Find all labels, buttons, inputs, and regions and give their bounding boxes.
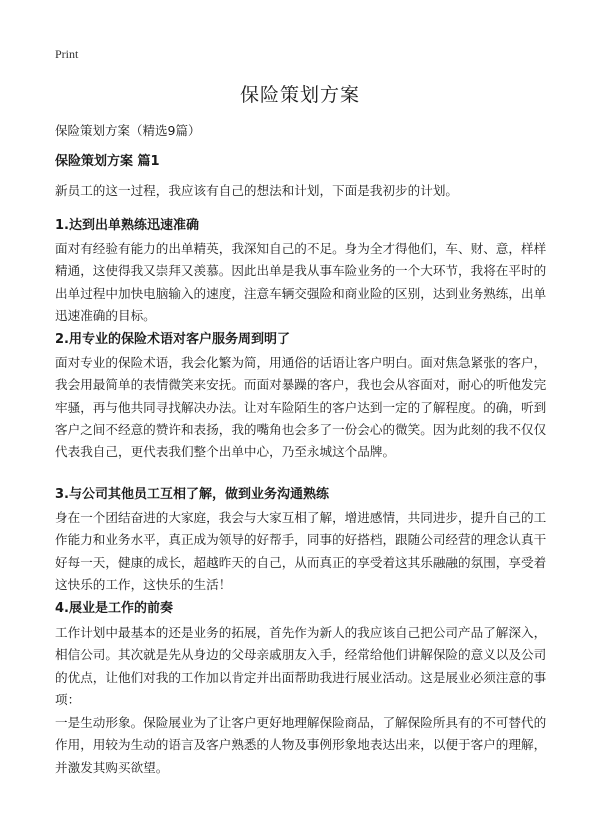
section-body-2: 面对专业的保险术语，我会化繁为简，用通俗的话语让客户明白。面对焦急紧张的客户，我会用最简单的表情微笑来安抚。而面对暴躁的客户，我也会从容面对，耐心的听他发完牢骚，再与他共同寻找解决办法。让对车险陌生的客户达到一定的了解程度。的确，听到客户之间不经意的赞许和表扬，我的嘴角也会多了一份会心的微笑。因为此刻的我不仅仅代表我自己，更代表我们整个出单中心，乃至永城这个品牌。 xyxy=(55,355,547,460)
print-link[interactable]: Print xyxy=(55,47,79,61)
intro-paragraph: 新员工的这一过程，我应该有自己的想法和计划，下面是我初步的计划。 xyxy=(55,183,458,198)
section-heading-1: 1.达到出单熟练迅速准确 xyxy=(55,218,199,233)
section-body-3: 身在一个团结奋进的大家庭，我会与大家互相了解，增进感情，共同进步，提升自己的工作能力和业务水平，真正成为领导的好帮手，同事的好搭档，跟随公司经营的理念认真干好每一天，健康的成长，超越昨天的自己，从而真正的享受着这其乐融融的氛围，享受着这快乐的工作，这快乐的生活！ xyxy=(55,510,547,592)
closing-paragraph: 一是生动形象。保险展业为了让客户更好地理解保险商品，了解保险所具有的不可替代的作用，用较为生动的语言及客户熟悉的人物及事例形象地表达出来，以便于客户的理解，并激发其购买欲望。 xyxy=(55,715,547,775)
section-heading-3: 3.与公司其他员工互相了解，做到业务沟通熟练 xyxy=(55,487,329,502)
page-title: 保险策划方案 xyxy=(239,84,360,106)
section-heading-2: 2.用专业的保险术语对客户服务周到明了 xyxy=(55,332,290,347)
article-title: 保险策划方案 篇1 xyxy=(55,154,160,169)
section-body-1: 面对有经验有能力的出单精英，我深知自己的不足。身为全才得他们，车、财、意，样样精通，这使得我又崇拜又羡慕。因此出单是我从事车险业务的一个大环节，我将在平时的出单过程中加快电脑输入的速度，注意车辆交强险和商业险的区别，达到业务熟练，出单迅速准确的目标。 xyxy=(55,241,547,323)
section-body-4: 工作计划中最基本的还是业务的拓展，首先作为新人的我应该自己把公司产品了解深入，相信公司。其次就是先从身边的父母亲戚朋友入手，经常给他们讲解保险的意义以及公司的优点，让他们对我的工作加以肯定并出面帮助我进行展业活动。这是展业必须注意的事项： xyxy=(55,625,547,707)
section-heading-4: 4.展业是工作的前奏 xyxy=(55,601,173,616)
document-subtitle: 保险策划方案（精选9篇） xyxy=(55,123,201,138)
